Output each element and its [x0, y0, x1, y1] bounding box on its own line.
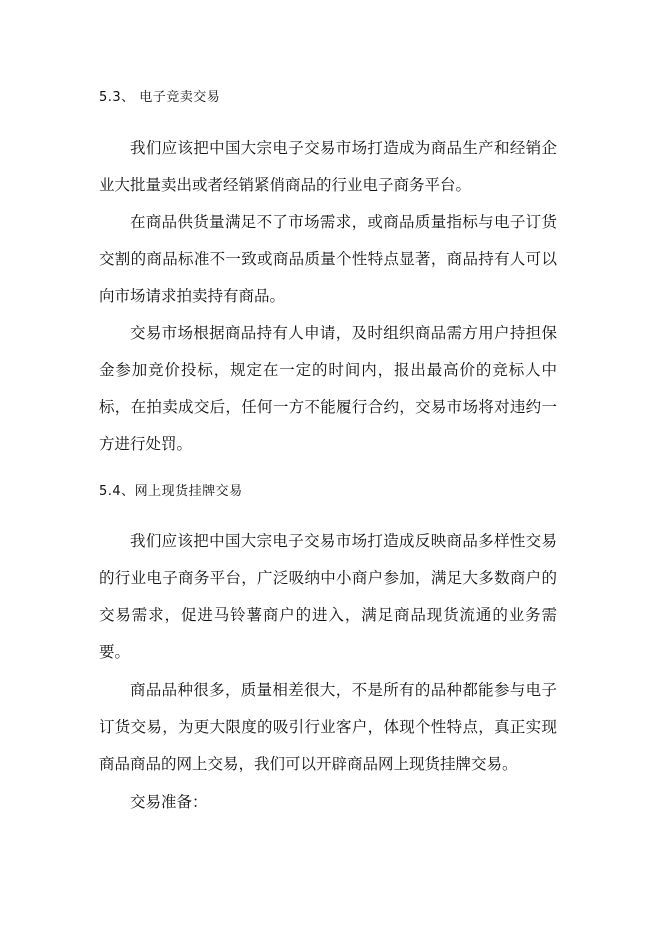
paragraph-5-4-1: 我们应该把中国大宗电子交易市场打造成反映商品多样性交易的行业电子商务平台，广泛吸纳中小商户参加，满足大多数商户的交易需求，促进马铃薯商户的进入，满足商品现货流通的业务需要。	[99, 532, 557, 661]
paragraph-5-4-2: 商品品种很多，质量相差很大，不是所有的品种都能参与电子订货交易，为更大限度的吸引行业客户，体现个性特点，真正实现商品商品的网上交易，我们可以开辟商品网上现货挂牌交易。	[99, 681, 557, 773]
paragraph-5-4-3: 交易准备：	[130, 793, 208, 811]
section-heading-5-4: 5.4、网上现货挂牌交易	[99, 484, 243, 499]
section-heading-5-3: 5.3、 电子竞卖交易	[99, 90, 221, 105]
paragraph-5-3-1: 我们应该把中国大宗电子交易市场打造成为商品生产和经销企业大批量卖出或者经销紧俏商品的行业电子商务平台。	[99, 139, 557, 194]
paragraph-5-3-3: 交易市场根据商品持有人申请，及时组织商品需方用户持担保金参加竞价投标，规定在一定的时间内，报出最高价的竞标人中标，在拍卖成交后，任何一方不能履行合约，交易市场将对违约一方进行处罚。	[99, 324, 557, 453]
paragraph-5-3-2: 在商品供货量满足不了市场需求，或商品质量指标与电子订货交割的商品标准不一致或商品质量个性特点显著，商品持有人可以向市场请求拍卖持有商品。	[99, 213, 557, 305]
